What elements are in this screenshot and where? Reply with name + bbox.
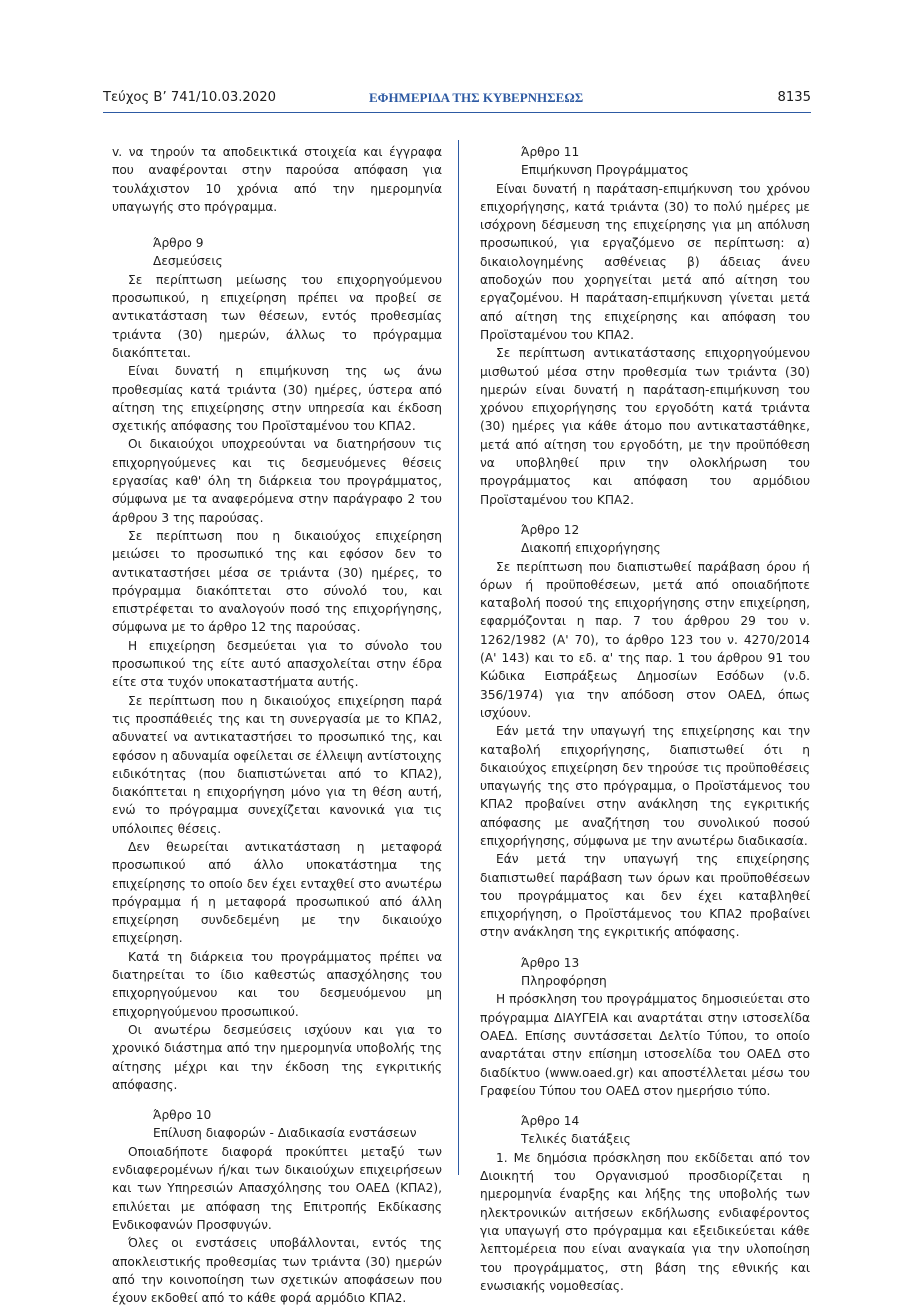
article-9-paragraph: Κατά τη διάρκεια του προγράμματος πρέπει να διατηρείται το ίδιο καθεστώς απασχόλησης του επιχορηγούμενου και του δεσμευόμενου μη επιχορηγούμενου προσωπικού.: [112, 949, 442, 1019]
article-14-title: Τελικές διατάξεις: [521, 1132, 631, 1147]
article-10-paragraph: Οποιαδήποτε διαφορά προκύπτει μεταξύ των ενδιαφερομένων ή/και των δικαιούχων επιχειρήσεων και των Υπηρεσιών Απασχόλησης του ΟΑΕΔ (ΚΠΑ2), επιλύεται με απόφαση της Επιτροπής Εκδίκασης Ενδικοφανών Προσφυγών.: [112, 1144, 442, 1232]
article-12-title: Διακοπή επιχορήγησης: [521, 541, 661, 556]
article-13-number: Άρθρο 13: [521, 955, 580, 970]
article-12-paragraph: Σε περίπτωση που διαπιστωθεί παράβαση όρου ή όρων ή προϋποθέσεων, μετά από οποιαδήποτε καταβολή ποσού της επιχορήγησης στην επιχείρηση, εφαρμόζονται η παρ. 7 του άρθρου 29 του ν. 1262/1982 (Α' 70), το άρθρο 123 του ν. 4270/2014 (Α' 143) και το εδ. α' της παρ. 1 του άρθρου 91 του Κώδικα Εισπράξεως Δημοσίων Εσόδων (ν.δ. 356/1974) για την απόδοση στον ΟΑΕΔ, όπως ισχύουν.: [480, 559, 810, 720]
article-11-paragraph: Σε περίπτωση αντικατάστασης επιχορηγούμενου μισθωτού μέσα στην προθεσμία των τριάντα (30) ημερών είναι δυνατή η παράταση-επιμήκυνση του χρόνου επιχορήγησης του εργοδότη κατά τριάντα (30) ημέρες για κάθε άτομο που αντικαταστάθηκε, μετά από αίτηση του εργοδότη, με την προϋπόθεση να υποβληθεί πριν την ολοκλήρωση του προγράμματος και απόφαση του αρμόδιου Προϊσταμένου του ΚΠΑ2.: [480, 346, 810, 507]
gazette-title: ΕΦΗΜΕΡΙΔΑ ΤΗΣ ΚΥΒΕΡΝΗΣΕΩΣ: [369, 90, 584, 105]
article-9-paragraph: Είναι δυνατή η επιμήκυνση της ως άνω προθεσμίας κατά τριάντα (30) ημέρες, ύστερα από αίτηση της επιχείρησης στην υπηρεσία και έκδοση σχετικής απόφασης του Προϊσταμένου του ΚΠΑ2.: [112, 364, 442, 434]
article-11-number: Άρθρο 11: [521, 145, 580, 159]
intro-paragraph: v. να τηρούν τα αποδεικτικά στοιχεία και έγγραφα που αναφέρονται στην παρούσα απόφαση για τουλάχιστον 10 χρόνια από την ημερομηνία υπαγωγής στο πρόγραμμα.: [112, 145, 442, 214]
article-9-paragraph: Δεν θεωρείται αντικατάσταση η μεταφορά προσωπικού από άλλο υποκατάστημα της επιχείρησης το οποίο δεν έχει ενταχθεί στο ανωτέρω πρόγραμμα ή η μεταφορά προσωπικού από άλλη επιχείρηση συνδεδεμένη με την δικαιούχο επιχείρηση.: [112, 839, 442, 946]
article-9-number: Άρθρο 9: [153, 236, 204, 251]
article-12-paragraph: Εάν μετά την υπαγωγή της επιχείρησης διαπιστωθεί παράβαση των όρων και προϋποθέσεων του προγράμματος και δεν έχει καταβληθεί επιχορήγηση, ο Προϊστάμενος του ΚΠΑ2 προβαίνει στην ανάκληση της εγκριτικής απόφασης.: [480, 852, 810, 940]
article-11-title: Επιμήκυνση Προγράμματος: [521, 163, 689, 178]
article-9-paragraph: Η επιχείρηση δεσμεύεται για το σύνολο του προσωπικού της είτε αυτό απασχολείται στην έδρα είτε στα τυχόν υποκαταστήματα αυτής.: [112, 638, 442, 690]
page-header: [103, 90, 811, 112]
article-11-paragraph: Είναι δυνατή η παράταση-επιμήκυνση του χρόνου επιχορήγησης, κατά τριάντα (30) το πολύ ημέρες με ισόχρονη δέσμευση της επιχείρησης για μη απόλυση προσωπικού, για εργαζόμενο σε περίπτωση: α) δικαιολογημένης ασθένειας β) άδειας άνευ αποδοχών που χορηγείται μετά από αίτηση του εργαζομένου. Η παράταση-επιμήκυνση γίνεται μετά από αίτηση της επιχείρησης και απόφαση του Προϊσταμένου του ΚΠΑ2.: [480, 181, 810, 342]
article-13-title: Πληροφόρηση: [521, 974, 607, 989]
article-9-paragraph: Οι δικαιούχοι υποχρεούνται να διατηρήσουν τις επιχορηγούμενες και τις δεσμευόμενες θέσεις εργασίας καθ' όλη τη διάρκεια του προγράμματος, σύμφωνα με τα αναφερόμενα στην παράγραφο 2 του άρθρου 3 της παρούσας.: [112, 437, 442, 525]
issue-number: Τεύχος Β’ 741/10.03.2020: [103, 90, 276, 105]
article-14-number: Άρθρο 14: [521, 1114, 580, 1129]
article-10-title: Επίλυση διαφορών - Διαδικασία ενστάσεων: [153, 1126, 417, 1141]
article-10-paragraph: Όλες οι ενστάσεις υποβάλλονται, εντός της αποκλειστικής προθεσμίας των τριάντα (30) ημερών από την κοινοποίηση των σχετικών αποφάσεων που έχουν εκδοθεί από το κάθε φορά αρμόδιο ΚΠΑ2.: [112, 1236, 442, 1306]
article-14-paragraph: 1. Με δημόσια πρόσκληση που εκδίδεται από τον Διοικητή του Οργανισμού προσδιορίζεται η ημερομηνία έναρξης και λήξης της υποβολής των ηλεκτρονικών αιτήσεων εκδήλωσης ενδιαφέροντος για υπαγωγή στο πρόγραμμα και εξειδικεύεται κάθε λεπτομέρεια που είναι αναγκαία για την υλοποίηση του προγράμματος, στη βάση της εθνικής και ενωσιακής νομοθεσίας.: [480, 1150, 810, 1293]
article-12-number: Άρθρο 12: [521, 522, 580, 537]
article-9-paragraph: Οι ανωτέρω δεσμεύσεις ισχύουν και για το χρονικό διάστημα από την ημερομηνία υποβολής της αίτησης μέχρι και την έκδοση της εγκριτικής απόφασης.: [112, 1022, 442, 1092]
column-divider: [458, 140, 459, 1175]
article-9-paragraph: Σε περίπτωση που η δικαιούχος επιχείρηση μειώσει το προσωπικό της και εφόσον δεν το αντικαταστήσει μέσα σε τριάντα (30) ημέρες, το πρόγραμμα διακόπτεται στο σύνολό του, και επιστρέφεται το αναλογούν ποσό της επιχορήγησης, σύμφωνα με το άρθρο 12 της παρούσας.: [112, 528, 442, 635]
article-10-number: Άρθρο 10: [153, 1108, 212, 1123]
article-12-paragraph: Εάν μετά την υπαγωγή της επιχείρησης και την καταβολή επιχορήγησης, διαπιστωθεί ότι η δικαιούχος επιχείρηση δεν τηρούσε τις προϋποθέσεις υπαγωγής της στο πρόγραμμα, ο Προϊστάμενος του ΚΠΑ2 προβαίνει στην ανάκληση της εγκριτικής απόφασης με αναζήτηση του συνολικού ποσού επιχορήγησης, σύμφωνα με την ανωτέρω διαδικασία.: [480, 724, 810, 848]
left-column: [112, 143, 442, 1307]
header-rule: [103, 112, 811, 113]
article-9-paragraph: Σε περίπτωση μείωσης του επιχορηγούμενου προσωπικού, η επιχείρηση πρέπει να προβεί σε αντικατάσταση των θέσεων, εντός προθεσμίας τριάντα (30) ημερών, άλλως το πρόγραμμα διακόπτεται.: [112, 272, 442, 360]
article-9-paragraph: Σε περίπτωση που η δικαιούχος επιχείρηση παρά τις προσπάθειές της και τη συνεργασία με το ΚΠΑ2, αδυνατεί να αντικαταστήσει το προσωπικό της, και εφόσον η αδυναμία οφείλεται σε έλλειψη αντίστοιχης ειδικότητας (που διαπιστώνεται από το ΚΠΑ2), διακόπτεται η επιχορήγηση μόνο για τη θέση αυτή, ενώ το πρόγραμμα συνεχίζεται κανονικά για τις υπόλοιπες θέσεις.: [112, 693, 442, 836]
article-13-paragraph: Η πρόσκληση του προγράμματος δημοσιεύεται στο πρόγραμμα ΔΙΑΥΓΕΙΑ και αναρτάται στην ιστοσελίδα ΟΑΕΔ. Επίσης συντάσσεται Δελτίο Τύπου, το οποίο αναρτάται στην επίσημη ιστοσελίδα του ΟΑΕΔ στο διαδίκτυο (www.oaed.gr) και αποστέλλεται μέσω του Γραφείου Τύπου του ΟΑΕΔ στον ημερήσιο τύπο.: [480, 992, 810, 1098]
page-number: 8135: [777, 90, 811, 105]
right-column: [480, 143, 810, 1295]
article-9-title: Δεσμεύσεις: [153, 254, 223, 269]
